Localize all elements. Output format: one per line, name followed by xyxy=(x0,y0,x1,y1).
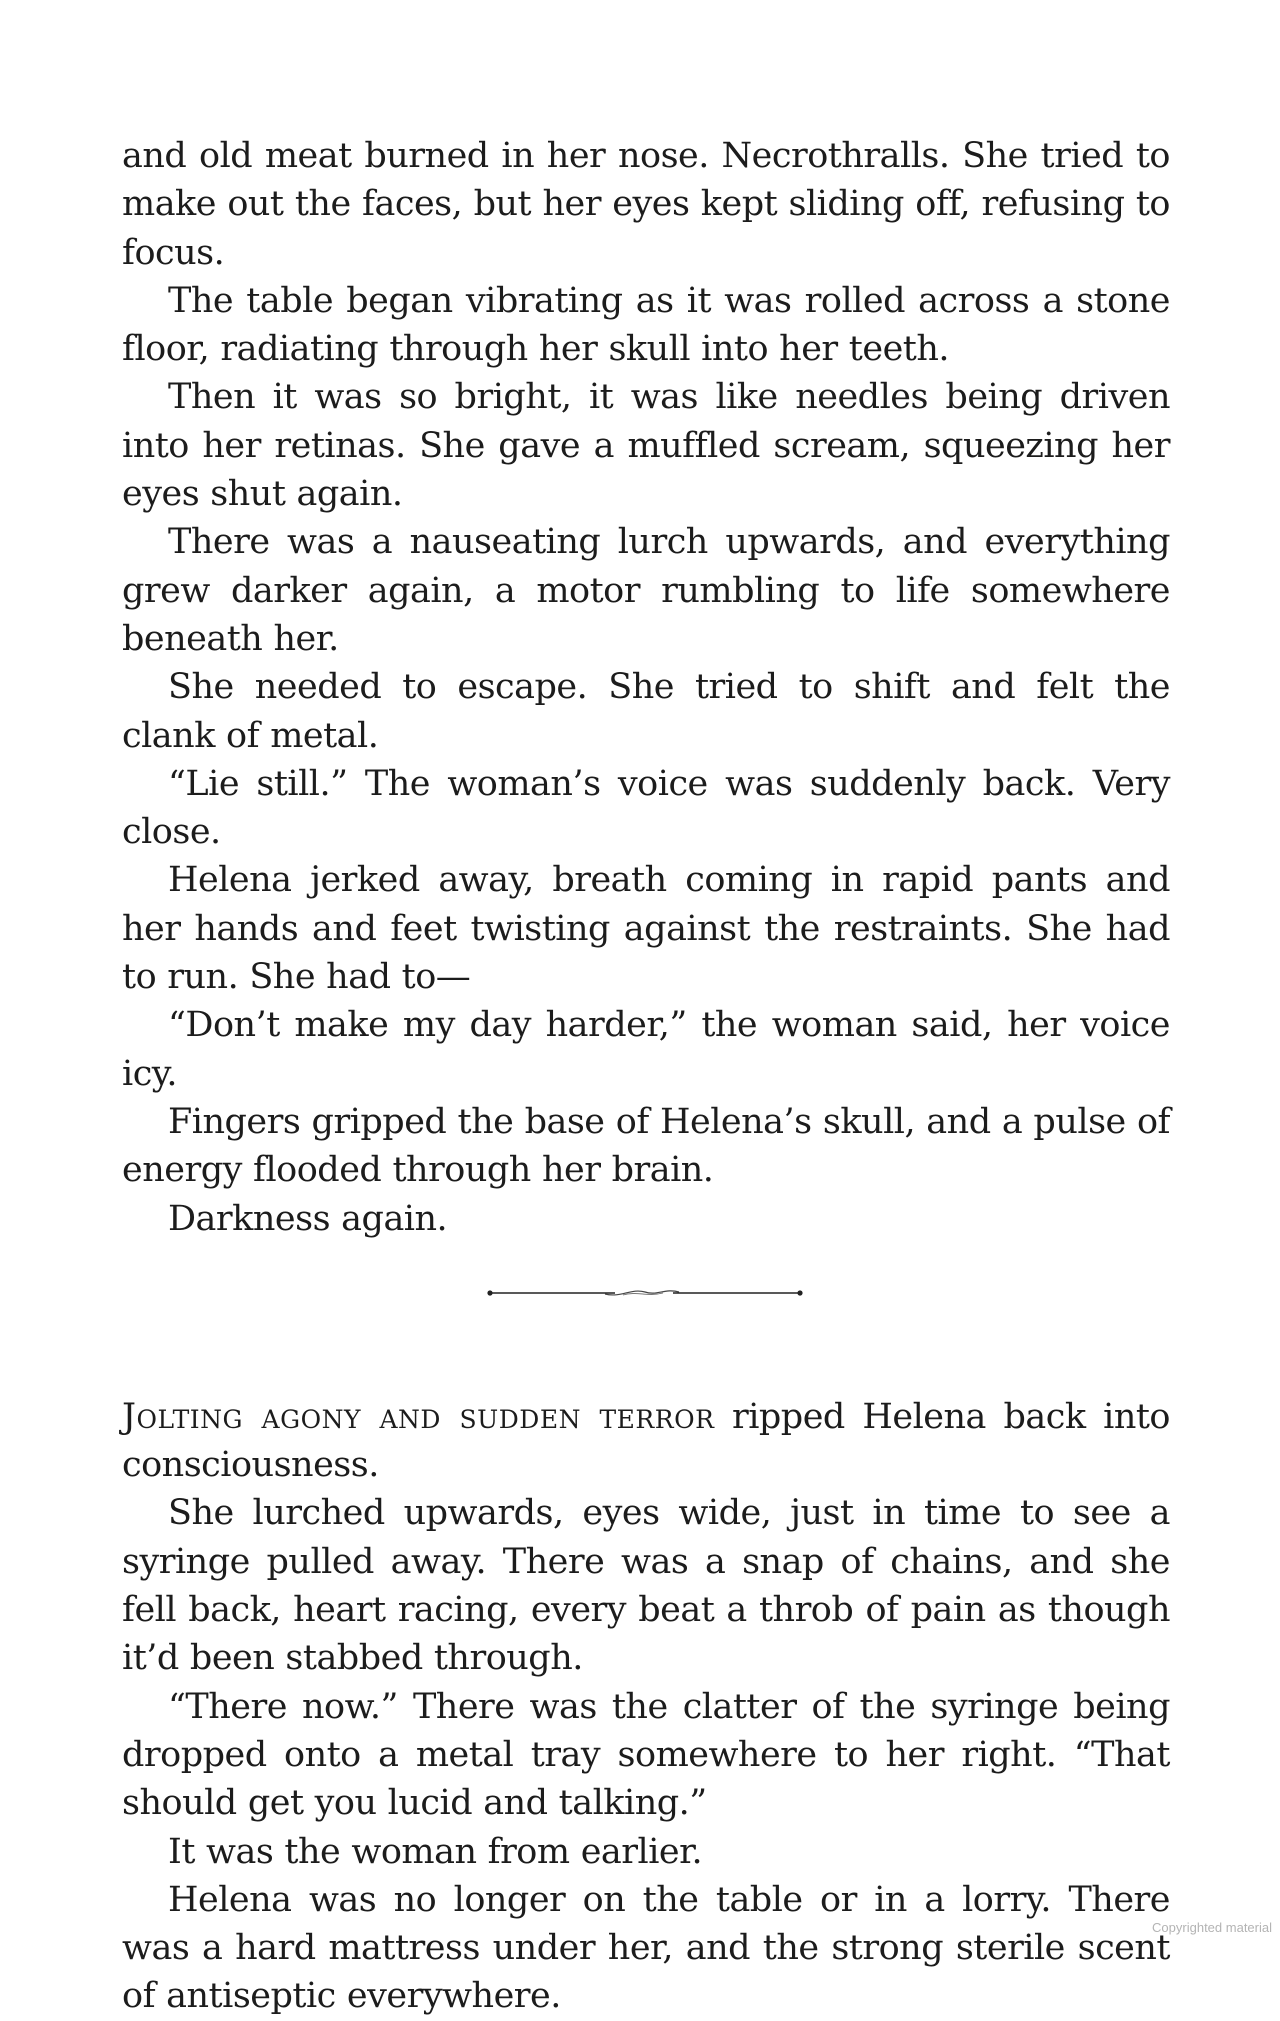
paragraph-text: ripped Helena back into consciousness. xyxy=(122,1396,1170,1486)
small-caps-lead-in: Jolting agony and sudden terror xyxy=(122,1396,715,1437)
paragraph: The table began vibrating as it was rolled across a stone floor, radiating through her skull into her teeth. xyxy=(122,280,1170,370)
paragraph: Helena was no longer on the table or in a lorry. There was a hard mattress under her, and the strong sterile scent of antiseptic everywhere. xyxy=(122,1879,1170,2017)
paragraph: Fingers gripped the base of Helena’s skull, and a pulse of energy flooded through her brain. xyxy=(122,1101,1170,1191)
paragraph: There was a nauseating lurch upwards, and everything grew darker again, a motor rumbling to life somewhere beneath her. xyxy=(122,522,1170,659)
paragraph: Darkness again. xyxy=(168,1198,448,1239)
copyright-notice: Copyrighted material xyxy=(1152,1920,1272,1935)
paragraph: She lurched upwards, eyes wide, just in time to see a syringe pulled away. There was a snap of chains, and she fell back, heart racing, every beat a throb of pain as though it’d been stabbed through. xyxy=(122,1493,1170,1679)
paragraph: and old meat burned in her nose. Necrothralls. She tried to make out the faces, but her eyes kept sliding off, refusing to focus. xyxy=(122,136,1170,273)
paragraph: It was the woman from earlier. xyxy=(168,1831,703,1872)
scene-break-ornament xyxy=(122,1243,1170,1393)
page-body xyxy=(122,132,1170,2021)
flourish-divider-icon xyxy=(487,1285,807,1301)
paragraph: She needed to escape. She tried to shift and felt the clank of metal. xyxy=(122,667,1170,756)
paragraph: Then it was so bright, it was like needles being driven into her retinas. She gave a muffled scream, squeezing her eyes shut again. xyxy=(122,377,1170,515)
paragraph: “There now.” There was the clatter of the syringe being dropped onto a metal tray somewhere to her right. “That should get you lucid and talking.” xyxy=(122,1686,1170,1824)
paragraph-scene-opening xyxy=(122,1393,1170,1490)
paragraph: “Don’t make my day harder,” the woman said, her voice icy. xyxy=(122,1005,1170,1094)
paragraph: “Lie still.” The woman’s voice was suddenly back. Very close. xyxy=(122,763,1170,853)
paragraph: Helena jerked away, breath coming in rapid pants and her hands and feet twisting against the restraints. She had to run. She had to— xyxy=(122,860,1170,998)
